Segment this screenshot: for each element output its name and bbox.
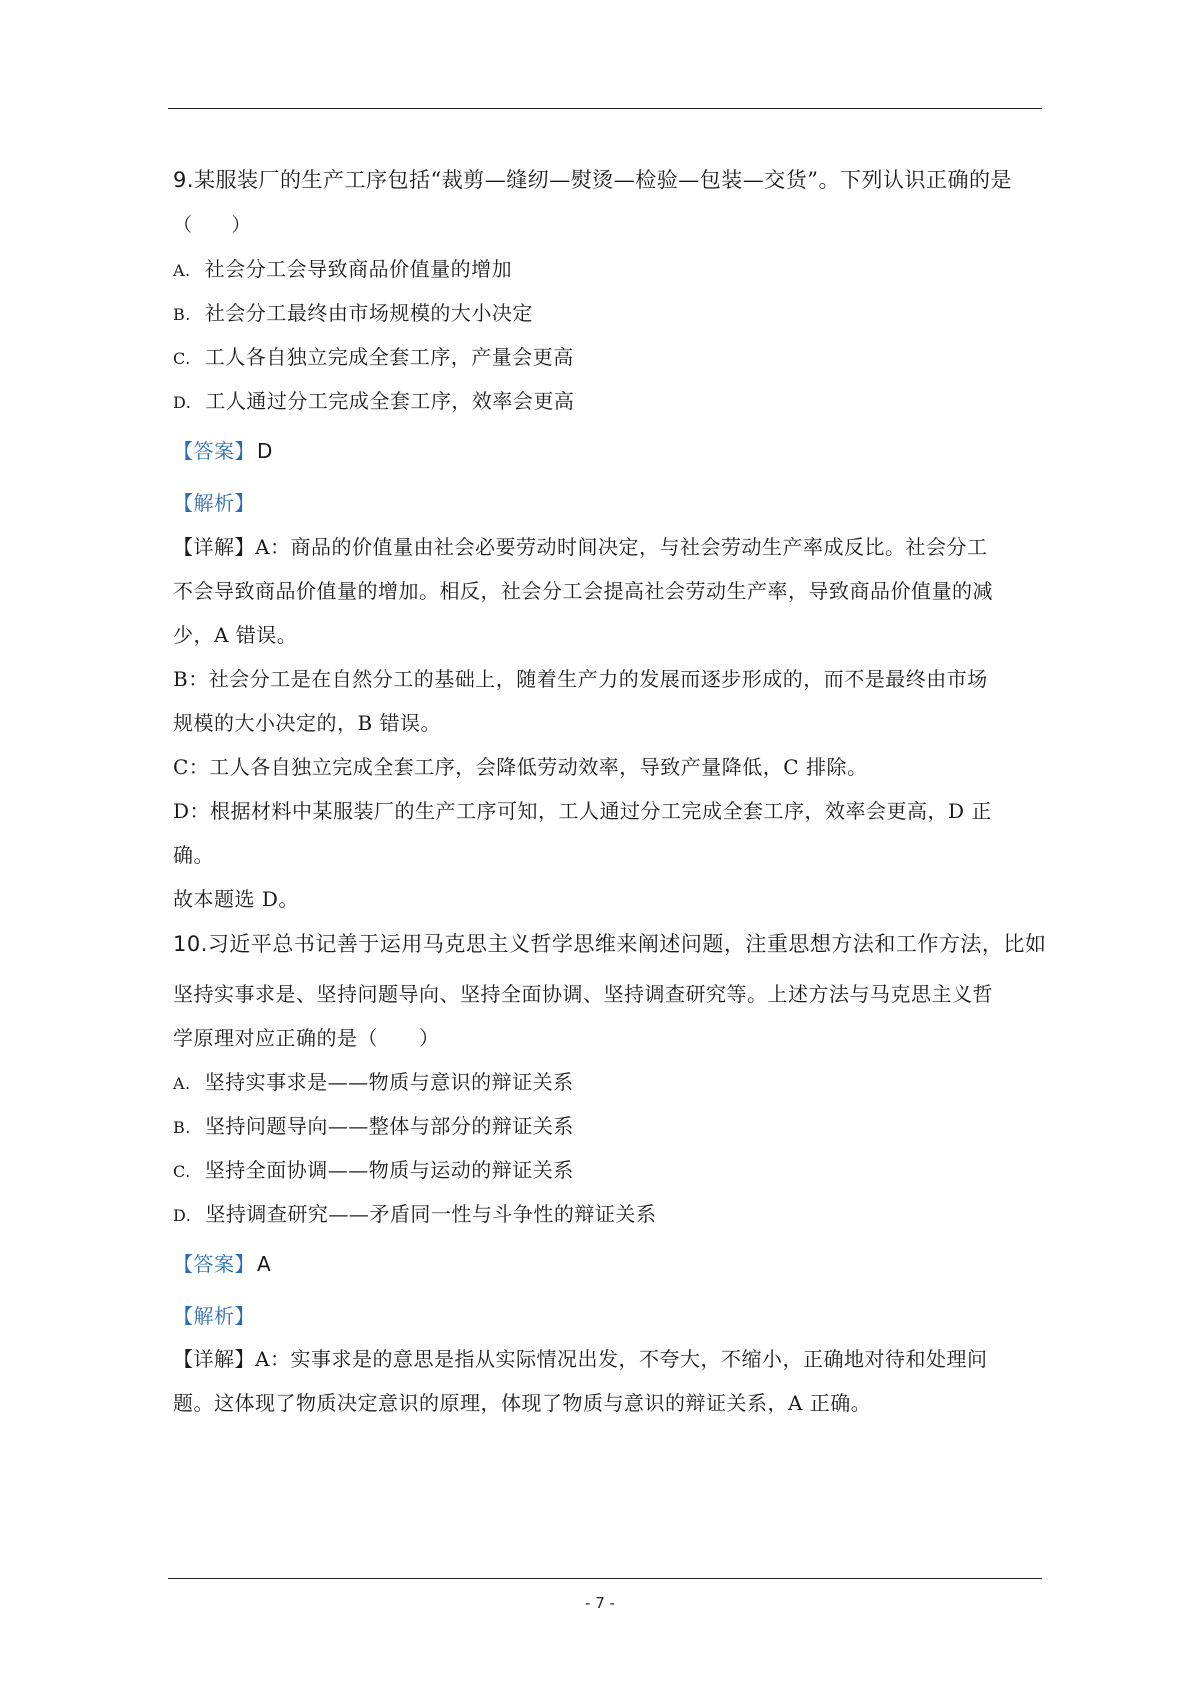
q10-option-a [173,1066,574,1095]
q9-detail-line: 不会导致商品价值量的增加。相反，社会分工会提高社会劳动生产率，导致商品价值量的减 [173,579,993,603]
q9-detail-line: D：根据材料中某服装厂的生产工序可知，工人通过分工完成全套工序，效率会更高，D 正 [173,799,992,823]
q10-stem-line3: 学原理对应正确的是（ ） [173,1026,440,1050]
q10-number: 10. [173,932,208,956]
answer-label: 【答案】 [173,1252,255,1276]
header-rule [168,108,1042,109]
option-letter: D. [173,1206,192,1225]
option-letter: A. [173,1074,191,1093]
q10-answer [173,1248,271,1277]
q10-analysis [173,1300,255,1329]
q9-option-d [173,385,574,414]
q9-detail-line: 故本题选 D。 [173,887,299,911]
option-text: 社会分工会导致商品价值量的增加 [204,257,513,281]
q10-stem-line2: 坚持实事求是、坚持问题导向、坚持全面协调、坚持调查研究等。上述方法与马克思主义哲 [173,982,993,1006]
q10-option-b [173,1110,574,1139]
q9-number: 9. [173,168,195,192]
q9-stem-line2: （ ） [173,214,252,236]
q9-stem-text: 某服装厂的生产工序包括“裁剪—缝纫—熨烫—检验—包装—交货”。下列认识正确的是 [194,168,1013,192]
option-text: 坚持全面协调——物质与运动的辩证关系 [204,1158,574,1182]
footer-rule [168,1578,1042,1579]
option-text: 坚持实事求是——物质与意识的辩证关系 [204,1070,574,1094]
q10-stem-line1 [173,928,1046,958]
q9-answer [173,435,273,464]
option-text: 社会分工最终由市场规模的大小决定 [204,301,533,325]
q10-stem-text: 习近平总书记善于运用马克思主义哲学思维来阐述问题，注重思想方法和工作方法，比如 [207,932,1047,956]
option-letter: C. [173,349,191,368]
q9-detail-line: 【详解】A：商品的价值量由社会必要劳动时间决定，与社会劳动生产率成反比。社会分工 [173,535,988,559]
answer-label: 【答案】 [173,439,255,463]
option-letter: B. [173,305,191,324]
q10-option-d [173,1198,656,1227]
q9-option-b [173,297,533,326]
answer-value: D [257,439,273,463]
q10-option-c [173,1154,574,1183]
q9-detail-line: 规模的大小决定的，B 错误。 [173,711,442,735]
option-letter: A. [173,261,191,280]
q9-detail-line: C：工人各自独立完成全套工序，会降低劳动效率，导致产量降低，C 排除。 [173,755,868,779]
analysis-label: 【解析】 [173,491,255,515]
answer-value: A [257,1252,272,1276]
q10-detail-line: 【详解】A：实事求是的意思是指从实际情况出发，不夸大，不缩小，正确地对待和处理问 [173,1347,988,1371]
q9-stem-line1 [173,164,1012,194]
option-text: 坚持问题导向——整体与部分的辩证关系 [204,1114,574,1138]
q9-option-a [173,253,512,282]
q9-detail-line: 少，A 错误。 [173,623,298,647]
analysis-label: 【解析】 [173,1304,255,1328]
option-text: 工人通过分工完成全套工序，效率会更高 [205,389,575,413]
q10-detail-line: 题。这体现了物质决定意识的原理，体现了物质与意识的辩证关系，A 正确。 [173,1391,872,1415]
q9-option-c [173,341,574,370]
option-letter: C. [173,1162,191,1181]
option-letter: D. [173,393,192,412]
option-text: 工人各自独立完成全套工序，产量会更高 [204,345,574,369]
q9-analysis [173,487,255,516]
option-text: 坚持调查研究——矛盾同一性与斗争性的辩证关系 [205,1202,657,1226]
q9-detail-line: 确。 [173,843,214,867]
q9-detail-line: B：社会分工是在自然分工的基础上，随着生产力的发展而逐步形成的，而不是最终由市场 [173,667,988,691]
page-number: - 7 - [585,1594,615,1612]
option-letter: B. [173,1118,191,1137]
